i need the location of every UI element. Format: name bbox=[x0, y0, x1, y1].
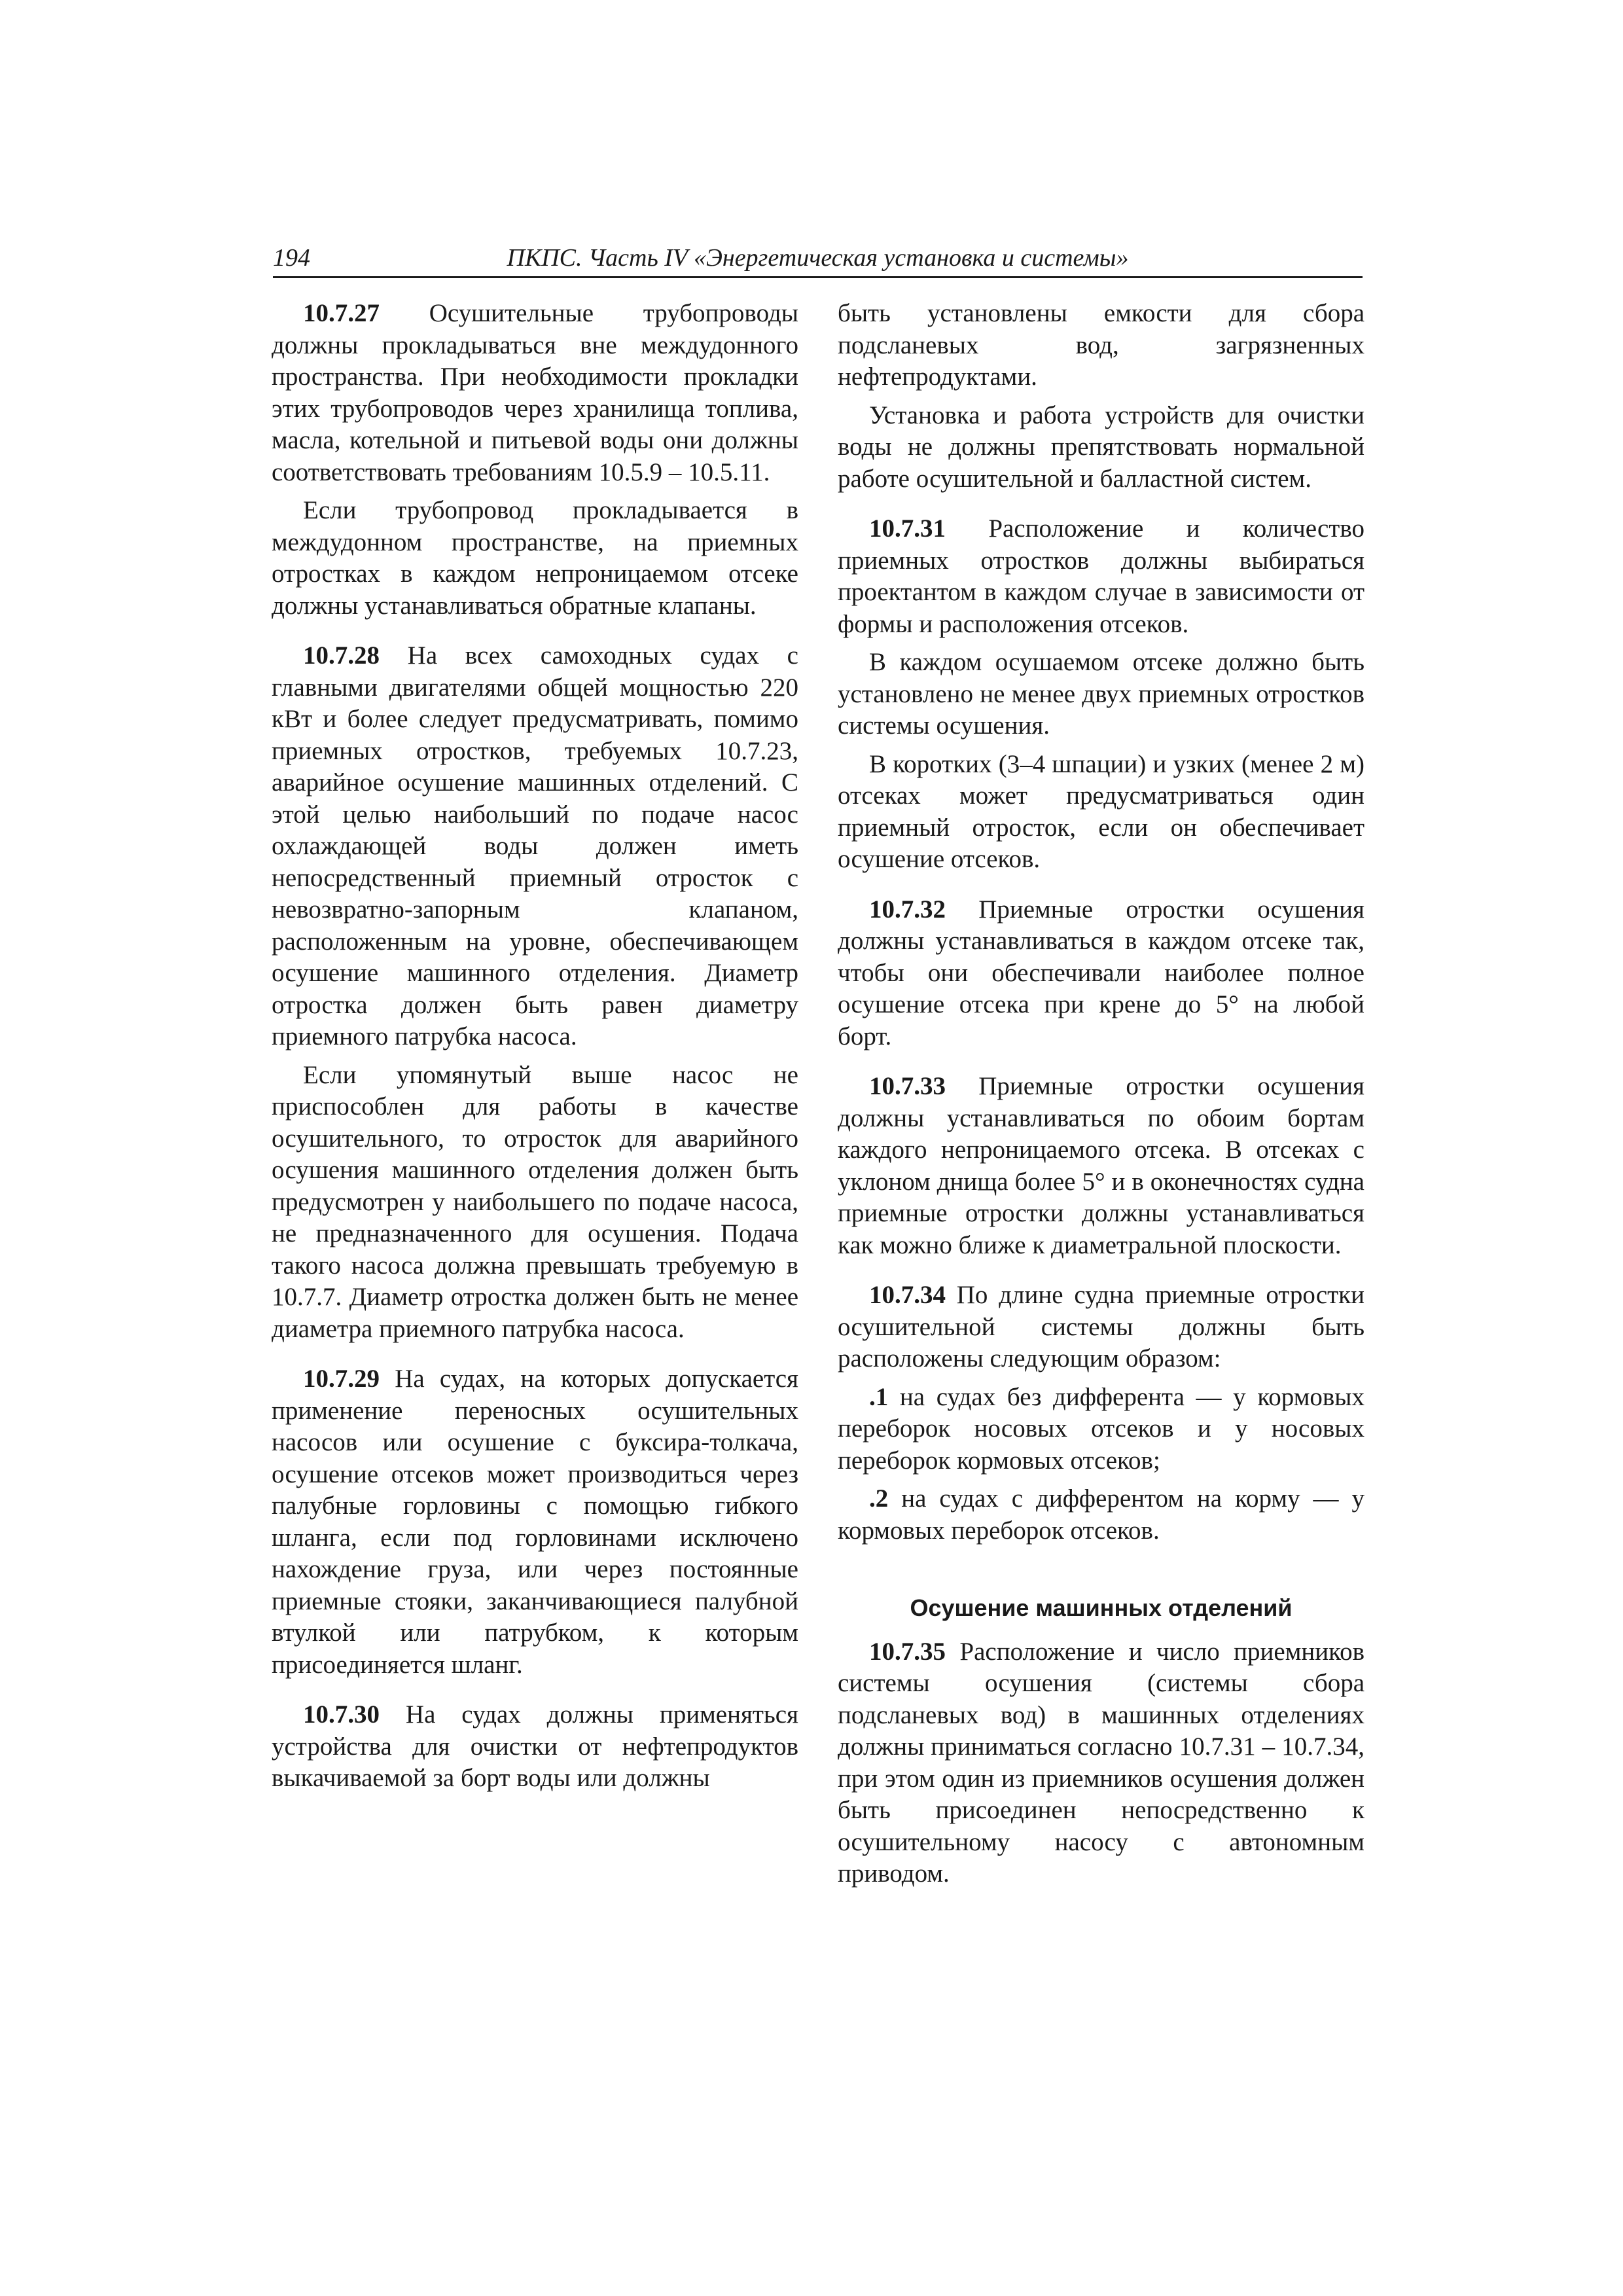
section-number: 10.7.34 bbox=[869, 1281, 946, 1309]
section-10-7-31 bbox=[838, 513, 1364, 640]
section-text: Расположение и количество приемных отростков должны выбираться проектантом в каждом случае в зависимости от формы и расположения отсеков. bbox=[838, 514, 1364, 638]
list-item-number: .2 bbox=[869, 1484, 889, 1513]
section-text: Осушительные трубопроводы должны прокладываться вне междудонного пространства. При необходимости прокладки этих трубопроводов через хранилища топлива, масла, котельной и питьевой воды они должны соответствовать требованиям 10.5.9 – 10.5.11. bbox=[272, 299, 798, 486]
section-text: Расположение и число приемников системы осушения (системы сбора подсланевых вод) в машинных отделениях должны приниматься согласно 10.7.31 – 10.7.34, при этом один из приемников осушения должен быть присоединен непосредственно к осушительному насосу с автономным приводом. bbox=[838, 1637, 1364, 1888]
section-10-7-27 bbox=[272, 298, 798, 488]
list-item-text: на судах без дифферента — у кормовых переборок носовых отсеков и у носовых переборок кормовых отсеков; bbox=[838, 1382, 1364, 1475]
section-number: 10.7.27 bbox=[303, 299, 380, 327]
section-10-7-35 bbox=[838, 1636, 1364, 1890]
section-10-7-30 bbox=[272, 1699, 798, 1795]
paragraph: Установка и работа устройств для очистки воды не должны препятствовать нормальной работе осушительной и балластной систем. bbox=[838, 401, 1364, 493]
section-number: 10.7.32 bbox=[869, 895, 946, 924]
section-10-7-28 bbox=[272, 640, 798, 1053]
section-text: На всех самоходных судах с главными двигателями общей мощностью 220 кВт и более следует предусматривать, помимо приемных отростков, требуемых 10.7.23, аварийное осушение машинных отделений. С этой целью наибольший по подаче насос охлаждающей воды должен иметь непосредственный приемный отросток с невозвратно-запорным клапаном, расположенным на уровне, обеспечивающем осушение машинного отделения. Диаметр отростка должен быть равен диаметру приемного патрубка насоса. bbox=[272, 641, 798, 1050]
list-item bbox=[838, 1382, 1364, 1477]
paragraph: Если упомянутый выше насос не приспособлен для работы в качестве осушительного, то отросток для аварийного осушения машинного отделения должен быть предусмотрен у наибольшего по подаче насоса, не предназначенного для осушения. Подача такого насоса должна превышать требуемую в 10.7.7. Диаметр отростка должен быть не менее диаметра приемного патрубка насоса. bbox=[272, 1060, 798, 1343]
left-column bbox=[272, 298, 798, 1795]
section-text: Приемные отростки осушения должны устанавливаться по обоим бортам каждого непроницаемого отсека. В отсеках с уклоном днища более 5° и в оконечностях судна приемные отростки должны устанавливаться как можно ближе к диаметральной плоскости. bbox=[838, 1072, 1364, 1259]
section-number: 10.7.33 bbox=[869, 1072, 946, 1100]
page-header bbox=[273, 240, 1363, 278]
paragraph: Если трубопровод прокладывается в междудонном пространстве, на приемных отростках в каждом непроницаемом отсеке должны устанавливаться обратные клапаны. bbox=[272, 496, 798, 620]
section-10-7-32 bbox=[838, 894, 1364, 1053]
section-text: Приемные отростки осушения должны устанавливаться в каждом отсеке так, чтобы они обеспечивали наиболее полное осушение отсека при крене до 5° на любой борт. bbox=[838, 895, 1364, 1050]
section-10-7-34 bbox=[838, 1280, 1364, 1375]
right-column bbox=[838, 298, 1364, 1890]
section-number: 10.7.35 bbox=[869, 1637, 946, 1666]
running-title: ПКПС. Часть IV «Энергетическая установка и системы» bbox=[507, 244, 1129, 272]
section-number: 10.7.31 bbox=[869, 514, 946, 543]
section-text: По длине судна приемные отростки осушительной системы должны быть расположены следующим образом: bbox=[838, 1281, 1364, 1372]
subheading: Осушение машинных отделений bbox=[910, 1594, 1293, 1621]
section-number: 10.7.28 bbox=[303, 641, 380, 670]
list-item bbox=[838, 1483, 1364, 1547]
section-text: На судах должны применяться устройства для очистки от нефтепродуктов выкачиваемой за борт воды или должны bbox=[272, 1700, 798, 1792]
paragraph-continuation: быть установлены емкости для сбора подсланевых вод, загрязненных нефтепродуктами. bbox=[838, 299, 1364, 391]
page-number: 194 bbox=[273, 244, 310, 272]
paragraph: В каждом осушаемом отсеке должно быть установлено не менее двух приемных отростков системы осушения. bbox=[838, 648, 1364, 740]
section-number: 10.7.30 bbox=[303, 1700, 380, 1729]
section-number: 10.7.29 bbox=[303, 1365, 380, 1393]
section-text: На судах, на которых допускается применение переносных осушительных насосов или осушение с буксира-толкача, осушение отсеков может производиться через палубные горловины с помощью гибкого шланга, если под горловинами исключено нахождение груза, или через постоянные приемные стояки, заканчивающиеся палубной втулкой или патрубком, к которым присоединяется шланг. bbox=[272, 1365, 798, 1679]
paragraph: В коротких (3–4 шпации) и узких (менее 2 м) отсеках может предусматриваться один приемный отросток, если он обеспечивает осушение отсеков. bbox=[838, 749, 1364, 873]
list-item-number: .1 bbox=[869, 1382, 889, 1411]
section-10-7-29 bbox=[272, 1363, 798, 1681]
section-10-7-33 bbox=[838, 1071, 1364, 1261]
list-item-text: на судах с дифферентом на корму — у кормовых переборок отсеков. bbox=[838, 1484, 1364, 1545]
